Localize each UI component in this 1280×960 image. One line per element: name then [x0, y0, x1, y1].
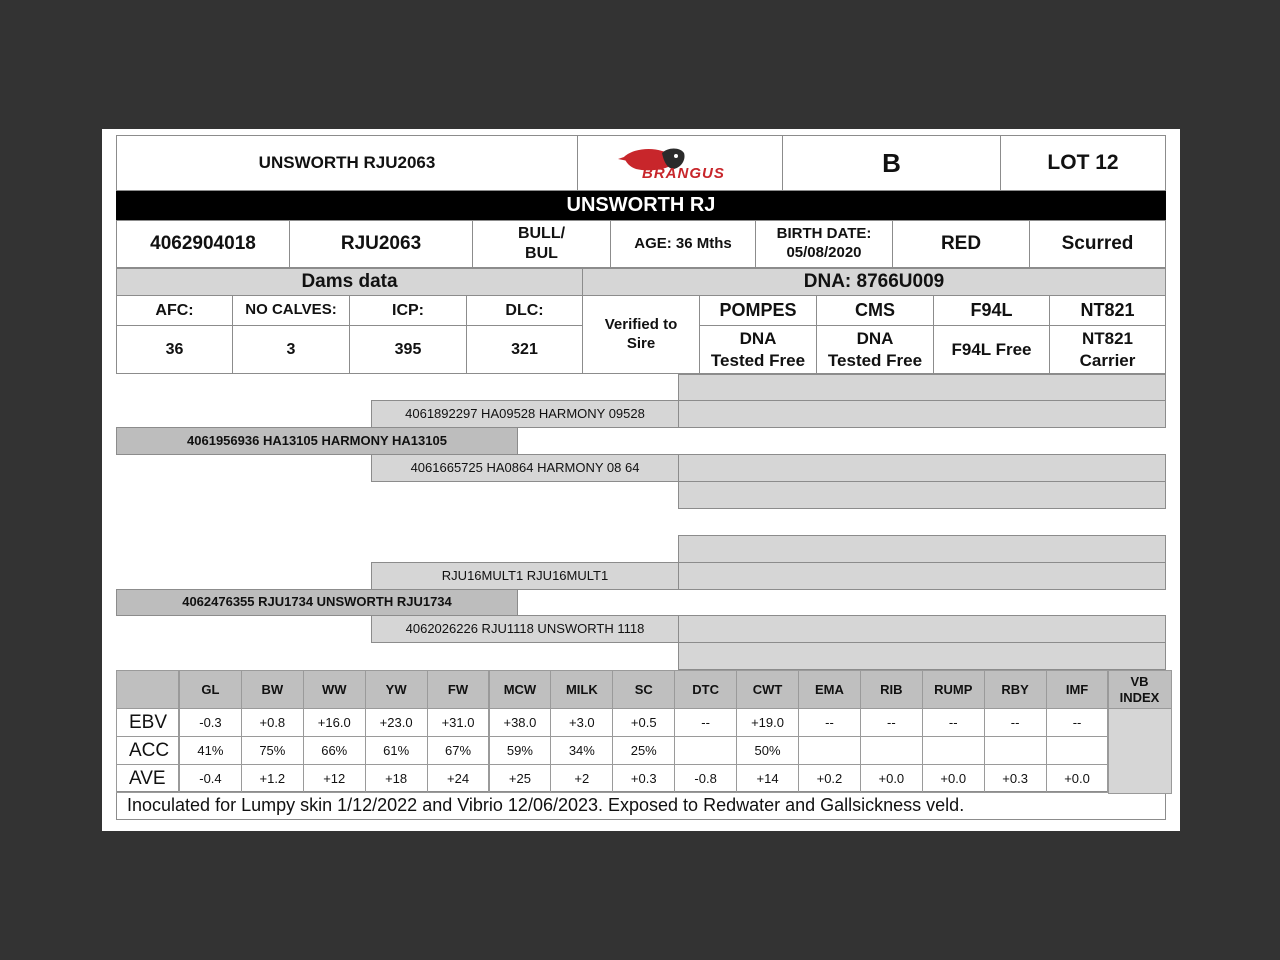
verified-line-1: Verified to — [604, 315, 678, 333]
vb-index-header — [1108, 670, 1172, 709]
pedigree-blank — [678, 535, 1166, 563]
ebv-cell — [984, 736, 1047, 765]
ebv-row-label: EBV — [116, 708, 179, 737]
dna-header-nt821: NT821 — [1049, 295, 1166, 326]
birth-date-label: BIRTH DATE: — [776, 225, 872, 243]
ebv-cell: +0.3 — [984, 764, 1047, 793]
birth-date-value: 05/08/2020 — [786, 244, 862, 261]
ebv-cell: +0.0 — [1046, 764, 1109, 793]
dams-value-icp: 395 — [349, 325, 467, 374]
dams-header-calves: NO CALVES: — [232, 295, 350, 326]
ebv-cell: 66% — [303, 736, 366, 765]
dna-result-line: NT821 — [1081, 329, 1134, 349]
ebv-cell: +3.0 — [550, 708, 613, 737]
grade: B — [782, 135, 1001, 191]
ident: RJU2063 — [289, 220, 473, 268]
pedigree-dam: 4062476355 RJU1734 UNSWORTH RJU1734 — [116, 589, 518, 616]
verified-line-2: Sire — [626, 334, 656, 352]
ebv-cell — [798, 736, 861, 765]
pedigree-sire-dam: 4061665725 HA0864 HARMONY 08 64 — [371, 454, 679, 482]
ebv-cell: 41% — [179, 736, 242, 765]
dams-header-afc: AFC: — [116, 295, 233, 326]
ebv-cell: 50% — [736, 736, 799, 765]
logo-text: BRANGUS — [642, 165, 725, 182]
ebv-cell: -0.3 — [179, 708, 242, 737]
ebv-cell: 67% — [427, 736, 490, 765]
pedigree-sire-sire: 4061892297 HA09528 HARMONY 09528 — [371, 400, 679, 428]
ebv-cell: +12 — [303, 764, 366, 793]
dams-header-icp: ICP: — [349, 295, 467, 326]
dna-header-cms: CMS — [816, 295, 934, 326]
dna-header-pompes: POMPES — [699, 295, 817, 326]
ebv-header-corner — [116, 670, 179, 709]
dna-title: DNA: 8766U009 — [582, 268, 1166, 296]
sex-line-2: BUL — [525, 245, 558, 262]
dams-value-afc: 36 — [116, 325, 233, 374]
sex-line-1: BULL/ — [517, 225, 566, 242]
ebv-column-header: FW — [427, 670, 490, 709]
pedigree-blank — [678, 454, 1166, 482]
ebv-cell: -- — [674, 708, 737, 737]
ebv-cell: -- — [860, 708, 923, 737]
animal-name: UNSWORTH RJU2063 — [116, 135, 578, 191]
dna-result-line: Tested Free — [827, 350, 923, 370]
ebv-column-header: EMA — [798, 670, 861, 709]
ebv-column-header: MILK — [550, 670, 613, 709]
pedigree-blank — [678, 562, 1166, 590]
ebv-cell — [922, 736, 985, 765]
ebv-cell — [674, 736, 737, 765]
ebv-cell: +2 — [550, 764, 613, 793]
vb-line-2: INDEX — [1119, 689, 1160, 705]
ebv-cell: +18 — [365, 764, 428, 793]
dams-header-dlc: DLC: — [466, 295, 583, 326]
ebv-column-header: DTC — [674, 670, 737, 709]
sale-card — [102, 129, 1180, 831]
ebv-cell: +0.8 — [241, 708, 304, 737]
dna-result-cms — [816, 325, 934, 374]
ebv-cell: +0.2 — [798, 764, 861, 793]
ebv-cell: +38.0 — [489, 708, 552, 737]
ebv-column-header: GL — [179, 670, 242, 709]
pedigree-sire: 4061956936 HA13105 HARMONY HA13105 — [116, 427, 518, 455]
ebv-cell: +31.0 — [427, 708, 490, 737]
ebv-column-header: BW — [241, 670, 304, 709]
dams-value-calves: 3 — [232, 325, 350, 374]
footer-note: Inoculated for Lumpy skin 1/12/2022 and Vibrio 12/06/2023. Exposed to Redwater and Gallsickness veld. — [116, 791, 1166, 820]
banner-title: UNSWORTH RJ — [116, 191, 1166, 220]
ebv-cell: +14 — [736, 764, 799, 793]
ebv-column-header: MCW — [489, 670, 552, 709]
ebv-cell: -- — [984, 708, 1047, 737]
ebv-cell: -- — [798, 708, 861, 737]
vb-index-value — [1108, 708, 1172, 794]
ebv-cell: -- — [1046, 708, 1109, 737]
ebv-cell: 25% — [612, 736, 675, 765]
ebv-column-header: RBY — [984, 670, 1047, 709]
birth-date — [755, 220, 893, 268]
ebv-cell: +23.0 — [365, 708, 428, 737]
dna-result-line: Tested Free — [710, 350, 806, 370]
sex — [472, 220, 611, 268]
dna-result-line: DNA — [739, 329, 777, 349]
ebv-cell: 59% — [489, 736, 552, 765]
dna-result-line: Carrier — [1079, 350, 1136, 370]
ebv-cell: 75% — [241, 736, 304, 765]
horn-status: Scurred — [1029, 220, 1166, 268]
ebv-cell — [1046, 736, 1109, 765]
ebv-column-header: RUMP — [922, 670, 985, 709]
ebv-cell: +25 — [489, 764, 552, 793]
ebv-cell — [860, 736, 923, 765]
ebv-column-header: YW — [365, 670, 428, 709]
dams-data-title: Dams data — [116, 268, 583, 296]
colour: RED — [892, 220, 1030, 268]
ebv-cell: +16.0 — [303, 708, 366, 737]
pedigree-blank — [678, 642, 1166, 670]
dna-result-f94l: F94L Free — [933, 325, 1050, 374]
pedigree-blank — [678, 374, 1166, 401]
pedigree-dam-dam: 4062026226 RJU1118 UNSWORTH 1118 — [371, 615, 679, 643]
ebv-cell: -0.4 — [179, 764, 242, 793]
lot-number: LOT 12 — [1000, 135, 1166, 191]
ebv-cell: +19.0 — [736, 708, 799, 737]
ebv-column-header: SC — [612, 670, 675, 709]
ebv-row-label: ACC — [116, 736, 179, 765]
brangus-logo — [577, 135, 783, 191]
ebv-cell: +0.0 — [860, 764, 923, 793]
ebv-cell: 34% — [550, 736, 613, 765]
ebv-cell: +0.3 — [612, 764, 675, 793]
ebv-cell: -- — [922, 708, 985, 737]
ebv-cell: 61% — [365, 736, 428, 765]
pedigree-dam-sire: RJU16MULT1 RJU16MULT1 — [371, 562, 679, 590]
ebv-row-label: AVE — [116, 764, 179, 793]
dna-result-line: DNA — [856, 329, 894, 349]
ebv-cell: +0.0 — [922, 764, 985, 793]
pedigree-blank — [678, 481, 1166, 509]
ebv-cell: +24 — [427, 764, 490, 793]
ebv-cell: +1.2 — [241, 764, 304, 793]
verified-to-sire — [582, 295, 700, 374]
ebv-column-header: CWT — [736, 670, 799, 709]
dna-header-f94l: F94L — [933, 295, 1050, 326]
ebv-cell: -0.8 — [674, 764, 737, 793]
vb-line-1: VB — [1130, 673, 1149, 689]
ebv-column-header: RIB — [860, 670, 923, 709]
ebv-cell: +0.5 — [612, 708, 675, 737]
dna-result-pompes — [699, 325, 817, 374]
ebv-column-header: IMF — [1046, 670, 1109, 709]
ebv-column-header: WW — [303, 670, 366, 709]
dna-result-nt821 — [1049, 325, 1166, 374]
pedigree-blank — [678, 615, 1166, 643]
dams-value-dlc: 321 — [466, 325, 583, 374]
pedigree-blank — [678, 400, 1166, 428]
registration-number: 4062904018 — [116, 220, 290, 268]
age: AGE: 36 Mths — [610, 220, 756, 268]
